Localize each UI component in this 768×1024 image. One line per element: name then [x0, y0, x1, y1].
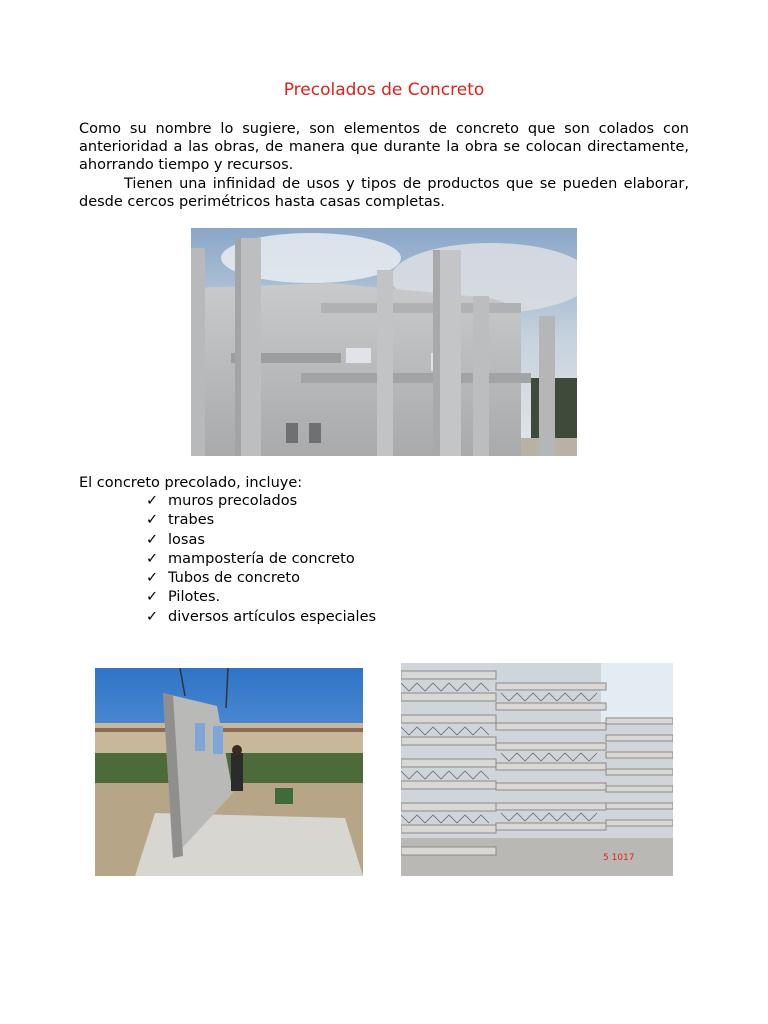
page-title: Precolados de Concreto [283, 80, 485, 100]
list-item: ✓ trabes [146, 511, 376, 530]
photo-date-stamp: 5 1017 [603, 853, 635, 863]
list-intro: El concreto precolado, incluye: [79, 475, 303, 491]
list-item: ✓ losas [146, 531, 376, 550]
uses-paragraph: Tienen una infinidad de usos y tipos de productos que se pueden elaborar, desde cercos perimétricos hasta casas completas. [79, 176, 689, 210]
precast-building-photo [191, 228, 577, 456]
includes-list [146, 492, 376, 627]
list-item: ✓ Tubos de concreto [146, 569, 376, 588]
checkmark-icon: ✓ [146, 531, 159, 548]
list-item: ✓ Pilotes. [146, 588, 376, 607]
stacked-slabs-photo [401, 663, 673, 876]
checkmark-icon: ✓ [146, 550, 159, 567]
wall-panel-lift-photo [95, 668, 363, 876]
checkmark-icon: ✓ [146, 512, 159, 529]
list-item: ✓ diversos artículos especiales [146, 608, 376, 627]
list-item: ✓ muros precolados [146, 492, 376, 511]
list-item: ✓ mampostería de concreto [146, 550, 376, 569]
checkmark-icon: ✓ [146, 608, 159, 625]
checkmark-icon: ✓ [146, 493, 159, 509]
checkmark-icon: ✓ [146, 589, 159, 606]
intro-paragraph: Como su nombre lo sugiere, son elementos de concreto que son colados con anterioridad a las obras, de manera que durante la obra se colocan directamente, ahorrando tiempo y recursos. [79, 121, 689, 173]
checkmark-icon: ✓ [146, 570, 159, 587]
